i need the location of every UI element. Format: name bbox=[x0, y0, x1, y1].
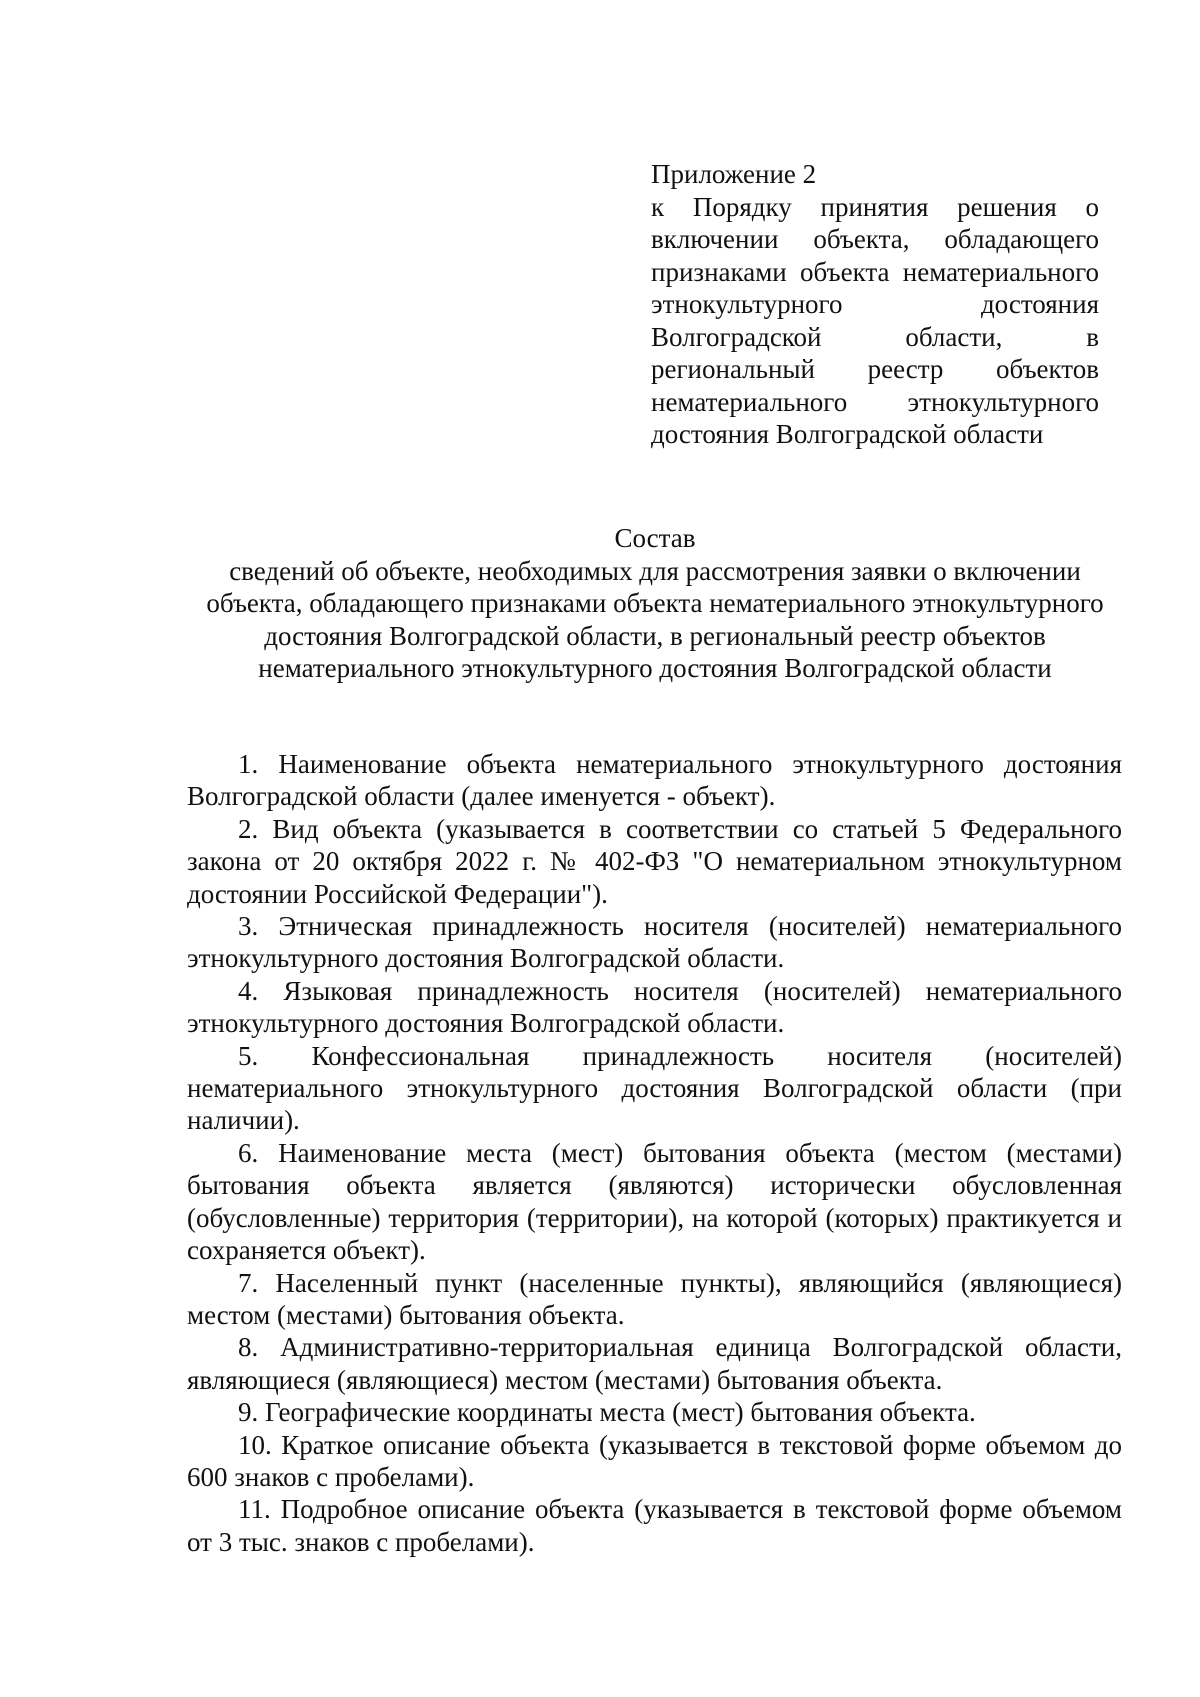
list-item: 6. Наименование места (мест) бытования объекта (местом (местами) бытования объекта является (являются) исторически обусловленная (обусловленные) территория (территории), на которой (которых) практикуется и сохраняется объект). bbox=[187, 1137, 1122, 1266]
list-item: 1. Наименование объекта нематериального этнокультурного достояния Волгоградской области (далее именуется - объект). bbox=[187, 749, 1122, 812]
list-item: 9. Географические координаты места (мест) бытования объекта. bbox=[238, 1397, 976, 1428]
list-item: 4. Языковая принадлежность носителя (носителей) нематериального этнокультурного достояния Волгоградской области. bbox=[187, 975, 1122, 1039]
annex-text: к Порядку принятия решения о включении объекта, обладающего признаками объекта нематериального этнокультурного достояния Волгоградской области, в региональный реестр объектов нематериального этнокультурного достояния Волгоградской области bbox=[651, 191, 1099, 449]
list-item: 7. Населенный пункт (населенные пункты), являющийся (являющиеся) местом (местами) бытования объекта. bbox=[187, 1267, 1122, 1330]
document-heading bbox=[188, 522, 1122, 685]
heading-subtitle: сведений об объекте, необходимых для рассмотрения заявки о включении объекта, обладающего признаками объекта нематериального этнокультурного достояния Волгоградской области, в региональный реестр объектов нематериального этнокультурного достояния Волгоградской области bbox=[206, 555, 1104, 683]
list-item: 10. Краткое описание объекта (указывается в текстовой форме объемом до 600 знаков с пробелами). bbox=[187, 1429, 1122, 1492]
list-item: 8. Административно-территориальная единица Волгоградской области, являющиеся (являющиеся) местом (местами) бытования объекта. bbox=[187, 1332, 1122, 1395]
annex-title: Приложение 2 bbox=[651, 159, 817, 189]
heading-title: Состав bbox=[614, 523, 696, 553]
list-item: 3. Этническая принадлежность носителя (носителей) нематериального этнокультурного достояния Волгоградской области. bbox=[187, 911, 1122, 974]
list-item: 2. Вид объекта (указывается в соответствии со статьей 5 Федерального закона от 20 октября 2022 г. № 402-ФЗ "О нематериальном этнокультурном достоянии Российской Федерации"). bbox=[187, 813, 1122, 909]
list-item: 5. Конфессиональная принадлежность носителя (носителей) нематериального этнокультурного достояния Волгоградской области (при наличии). bbox=[187, 1040, 1122, 1136]
list-item: 11. Подробное описание объекта (указывается в текстовой форме объемом от 3 тыс. знаков с пробелами). bbox=[187, 1494, 1122, 1557]
items-list bbox=[187, 748, 1122, 1558]
annex-block bbox=[651, 158, 1099, 451]
